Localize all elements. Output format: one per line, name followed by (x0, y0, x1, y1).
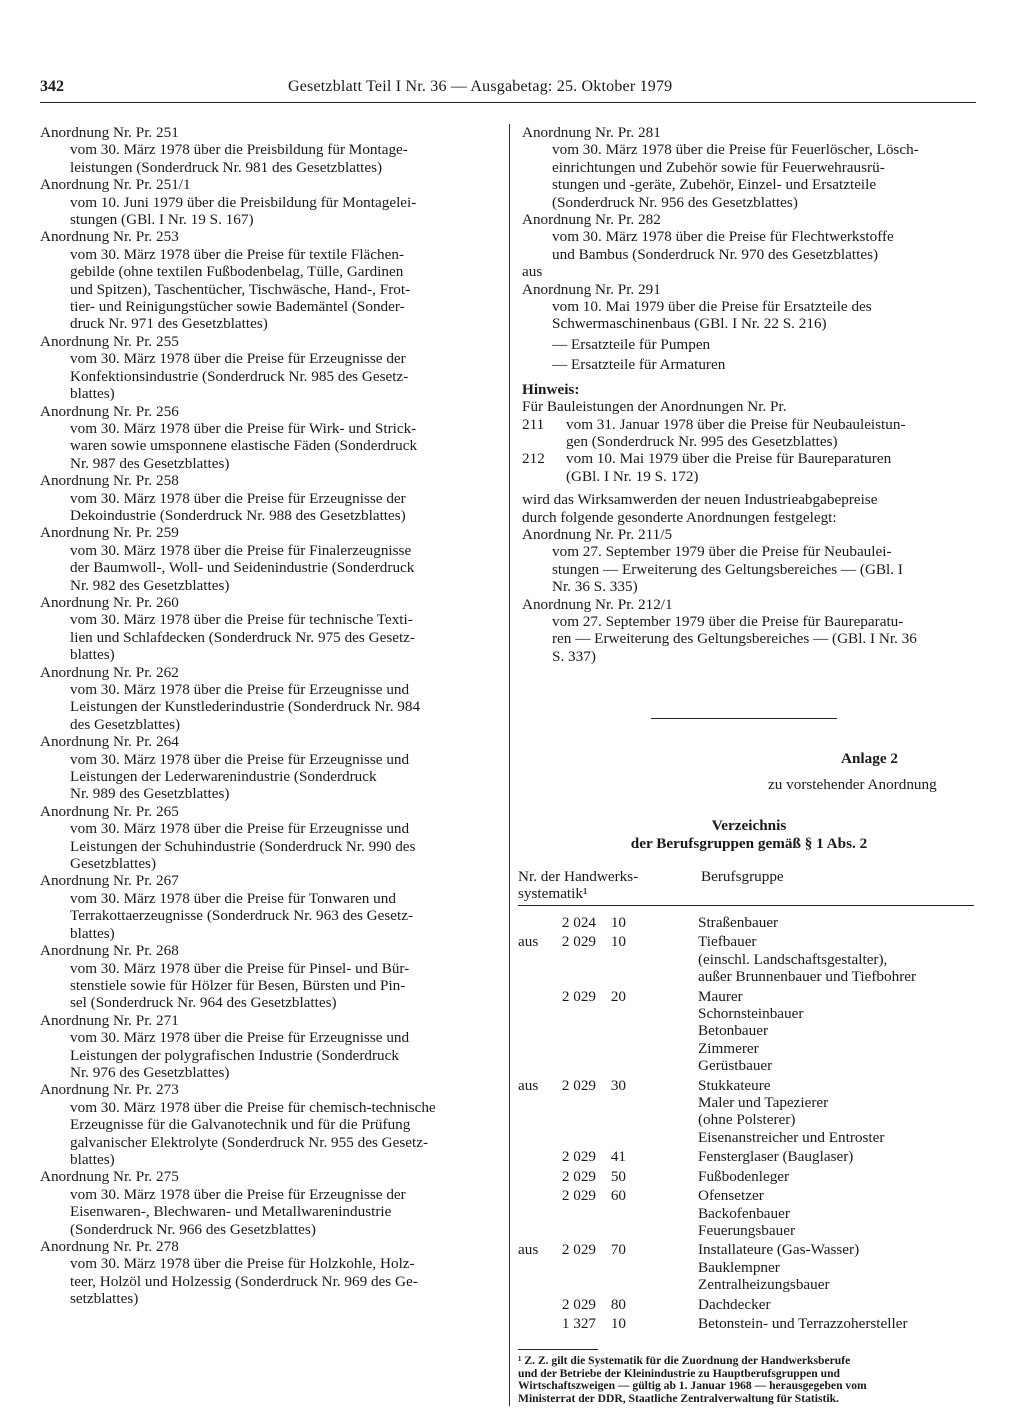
berufsgruppe: Zentralheizungsbauer (698, 1276, 830, 1294)
anlage-subtitle: zu vorstehender Anordnung (768, 776, 937, 793)
order-entry-line: Nr. 982 des Gesetzblattes) (70, 576, 230, 594)
order-entry-line: vom 30. März 1978 über die Preise für Feuerlöscher, Lösch- (552, 141, 919, 159)
row-groups (698, 1241, 976, 1293)
row-groups (698, 1148, 976, 1165)
row-code-sub: 10 (610, 1314, 626, 1332)
table-header-col1-line: Nr. der Handwerks- (518, 868, 639, 885)
order-entry-line: einrichtungen und Zubehör sowie für Feuerwehrausrü- (552, 158, 885, 176)
row-groups (698, 1187, 976, 1239)
order-entry (40, 403, 492, 473)
hinweis-order (522, 596, 976, 666)
order-entry (40, 176, 492, 228)
row-code-sub: 41 (610, 1148, 626, 1166)
row-code-main: 2 024 (561, 914, 596, 931)
berufsgruppe: Straßenbauer (698, 914, 779, 931)
table-row (518, 1296, 976, 1313)
table-row (518, 1077, 976, 1147)
order-entry-body (40, 420, 492, 472)
order-entry (40, 472, 492, 524)
order-entry-line: Dekoindustrie (Sonderdruck Nr. 988 des Gesetzblattes) (70, 506, 406, 524)
section-rule (651, 718, 837, 719)
hinweis-order-line: ren — Erweiterung des Geltungsbereiches — (GBl. I Nr. 36 (552, 630, 917, 648)
order-entry-head: Anordnung Nr. Pr. 271 (40, 1011, 179, 1029)
order-entry-body (40, 820, 492, 872)
footnote-line: ¹ Z. Z. gilt die Systematik für die Zuordnung der Handwerksberufe (518, 1354, 851, 1367)
row-groups (698, 1168, 976, 1185)
table-row (518, 1187, 976, 1239)
order-entry-body (40, 246, 492, 333)
berufsgruppe: Betonbauer (698, 1022, 769, 1040)
berufsgruppe: Schornsteinbauer (698, 1005, 804, 1023)
order-entry-body (522, 141, 976, 211)
row-code-sub: 80 (610, 1295, 626, 1313)
order-entry-line: vom 30. März 1978 über die Preise für Wirk- und Strick- (70, 419, 417, 437)
row-groups (698, 1077, 976, 1147)
order-entry-line: Leistungen der polygrafischen Industrie (Sonderdruck (70, 1046, 399, 1064)
footnote-rule (518, 1349, 598, 1350)
hinweis-ref (522, 416, 976, 451)
order-entry-line: und Bambus (Sonderdruck Nr. 970 des Gesetzblattes) (552, 245, 879, 263)
row-code-sub: 30 (610, 1076, 626, 1094)
hinweis-order-body (522, 543, 976, 595)
table-row (518, 1148, 976, 1165)
berufsgruppe: Betonstein- und Terrazzohersteller (698, 1314, 908, 1332)
table-row (518, 914, 976, 931)
aus-label: aus (522, 263, 543, 281)
order-entry-body (40, 1186, 492, 1238)
row-code-main: 2 029 (561, 1148, 596, 1166)
table-row (518, 1241, 976, 1293)
row-code-sub: 20 (610, 987, 626, 1005)
hinweis-order-line: vom 27. September 1979 über die Preise für Baureparatu- (552, 612, 904, 630)
order-entry-head: Anordnung Nr. Pr. 262 (40, 663, 179, 681)
order-entry-head: Anordnung Nr. Pr. 260 (40, 593, 179, 611)
berufsgruppe: Tiefbauer (698, 933, 757, 951)
order-entry-line: Leistungen der Lederwarenindustrie (Sonderdruck (70, 768, 377, 786)
order-entry-line: blattes) (70, 924, 115, 942)
order-entry-line: vom 30. März 1978 über die Preise für Erzeugnisse und (70, 681, 410, 698)
row-code-sub: 70 (610, 1241, 626, 1259)
order-entry-body (40, 890, 492, 942)
order-entry-body (40, 194, 492, 229)
order-entry-line: vom 30. März 1978 über die Preisbildung für Montage- (70, 141, 408, 159)
row-groups (698, 933, 976, 985)
order-entry-line: sel (Sonderdruck Nr. 964 des Gesetzblattes) (70, 994, 337, 1012)
order-entry-line: vom 30. März 1978 über die Preise für Holzkohle, Holz- (70, 1255, 415, 1273)
column-divider (509, 124, 510, 1406)
hinweis-ref-text (566, 450, 976, 485)
order-entry-line: blattes) (70, 1150, 115, 1168)
order-entry-body (40, 490, 492, 525)
hinweis-refs (522, 416, 976, 486)
hinweis-order-line: stungen — Erweiterung des Geltungsbereiches — (GBl. I (552, 560, 903, 578)
table-row (518, 1168, 976, 1185)
berufsgruppe: (einschl. Landschaftsgestalter), (698, 950, 888, 968)
order-entry (522, 124, 976, 211)
table-rule (518, 905, 974, 906)
dash-item-armaturen: — Ersatzteile für Armaturen (552, 356, 726, 374)
order-291-line: vom 10. Mai 1979 über die Preise für Ersatzteile des (552, 298, 872, 316)
order-entry-line: Nr. 976 des Gesetzblattes) (70, 1063, 230, 1081)
berufsgruppe: Bauklempner (698, 1258, 780, 1276)
order-entry-line: vom 30. März 1978 über die Preise für Erzeugnisse und (70, 1029, 410, 1047)
order-entry-head: Anordnung Nr. Pr. 282 (522, 211, 661, 229)
order-entry-body (40, 141, 492, 176)
hinweis-ref-number: 211 (522, 415, 545, 433)
order-entry-line: Erzeugnisse für die Galvanotechnik und für die Prüfung (70, 1116, 411, 1134)
row-code-sub: 10 (610, 914, 626, 931)
order-entry-line: vom 30. März 1978 über die Preise für Erzeugnisse der (70, 489, 406, 507)
hinweis-order-line: vom 27. September 1979 über die Preise für Neubaulei- (552, 543, 892, 561)
footnote-line: und der Betriebe der Kleinindustrie zu Hauptberufsgruppen und (518, 1366, 840, 1380)
order-entry-line: stenstiele sowie für Hölzer für Besen, Bürsten und Pin- (70, 976, 406, 994)
order-entry-body (522, 228, 976, 263)
order-entry (40, 524, 492, 594)
hinweis-order-line: Nr. 36 S. 335) (552, 578, 638, 596)
footnote-line: Wirtschaftszweigen — gültig ab 1. Januar 1968 — herausgegeben vom (518, 1379, 867, 1393)
order-entry-line: vom 30. März 1978 über die Preise für Erzeugnisse der (70, 1185, 406, 1203)
berufsgruppe: Gerüstbauer (698, 1057, 773, 1075)
order-entry-body (40, 960, 492, 1012)
list-title-line-1: Verzeichnis (711, 817, 787, 834)
order-entry (40, 1238, 492, 1308)
order-entry-line: Leistungen der Kunstlederindustrie (Sonderdruck Nr. 984 (70, 698, 421, 716)
order-entry-line: druck Nr. 971 des Gesetzblattes) (70, 315, 268, 333)
order-entry-line: vom 30. März 1978 über die Preise für technische Texti- (70, 611, 413, 629)
order-entry-body (40, 611, 492, 663)
right-column (522, 124, 976, 665)
order-entry-line: Leistungen der Schuhindustrie (Sonderdruck Nr. 990 des (70, 837, 416, 855)
row-aus-marker: aus (518, 1241, 539, 1259)
order-291-line: Schwermaschinenbaus (GBl. I Nr. 22 S. 216) (552, 315, 827, 333)
table-row (518, 988, 976, 1075)
order-entry-body (40, 681, 492, 733)
order-entry-head: Anordnung Nr. Pr. 278 (40, 1238, 179, 1255)
order-entry-body (40, 1255, 492, 1307)
order-entry-line: Konfektionsindustrie (Sonderdruck Nr. 985 des Gesetz- (70, 367, 409, 385)
order-entry (40, 803, 492, 873)
running-title: Gesetzblatt Teil I Nr. 36 — Ausgabetag: 25. Oktober 1979 (288, 78, 673, 95)
order-entry-body (40, 350, 492, 402)
page-header (40, 78, 976, 102)
hinweis-ref-text (566, 416, 976, 451)
order-entry-line: vom 10. Juni 1979 über die Preisbildung für Montagelei- (70, 193, 417, 211)
row-code-main: 2 029 (561, 1076, 596, 1094)
order-entry (40, 1168, 492, 1238)
order-entry-line: blattes) (70, 385, 115, 403)
order-entry-body (40, 542, 492, 594)
order-entry (40, 1081, 492, 1168)
order-entry (40, 1012, 492, 1082)
berufsgruppe: (ohne Polsterer) (698, 1111, 796, 1129)
order-entry-line: Gesetzblattes) (70, 855, 157, 873)
order-entry (522, 211, 976, 263)
berufsgruppen-table (518, 914, 976, 1334)
order-entry-head: Anordnung Nr. Pr. 251 (40, 124, 179, 141)
row-code-sub: 50 (610, 1167, 626, 1185)
order-entry (40, 872, 492, 942)
order-entry-head: Anordnung Nr. Pr. 259 (40, 524, 179, 542)
hinweis-order (522, 526, 976, 596)
order-entry-line: gebilde (ohne textilen Fußbodenbelag, Tülle, Gardinen (70, 263, 404, 281)
order-entry-line: tier- und Reinigungstücher sowie Bademäntel (Sonder- (70, 298, 405, 316)
hinweis-order-head: Anordnung Nr. Pr. 212/1 (522, 595, 673, 613)
right-entries (522, 124, 976, 263)
berufsgruppe: Feuerungsbauer (698, 1221, 795, 1239)
hinweis-conclusion (522, 491, 976, 526)
hinweis-ref-number: 212 (522, 450, 545, 468)
row-groups (698, 1315, 976, 1332)
table-header-col2: Berufsgruppe (701, 868, 784, 885)
order-291-body (522, 298, 976, 333)
hinweis-conclusion-line: durch folgende gesonderte Anordnungen festgelegt: (522, 508, 837, 526)
order-entry-head: Anordnung Nr. Pr. 251/1 (40, 176, 191, 194)
berufsgruppe: außer Brunnenbauer und Tiefbohrer (698, 968, 917, 986)
row-groups (698, 988, 976, 1075)
order-entry-line: des Gesetzblattes) (70, 715, 181, 733)
order-entry-line: Nr. 989 des Gesetzblattes) (70, 785, 230, 803)
order-entry (40, 594, 492, 664)
order-entry-line: blattes) (70, 646, 115, 664)
order-entry-head: Anordnung Nr. Pr. 253 (40, 228, 179, 246)
order-entry-line: leistungen (Sonderdruck Nr. 981 des Gesetzblattes) (70, 158, 383, 176)
order-entry (40, 733, 492, 803)
page-number: 342 (40, 78, 64, 95)
order-entry-head: Anordnung Nr. Pr. 265 (40, 802, 179, 820)
header-rule (40, 102, 976, 103)
table-row (518, 1315, 976, 1332)
order-entry-line: vom 30. März 1978 über die Preise für Erzeugnisse und (70, 750, 410, 768)
row-aus-marker: aus (518, 1076, 539, 1094)
row-groups (698, 914, 976, 931)
row-groups (698, 1296, 976, 1313)
order-entry-line: (Sonderdruck Nr. 956 des Gesetzblattes) (552, 193, 798, 211)
order-entry-line: vom 30. März 1978 über die Preise für chemisch-technische (70, 1098, 436, 1116)
order-entry-line: vom 30. März 1978 über die Preise für Pinsel- und Bür- (70, 959, 410, 977)
row-code-main: 2 029 (561, 987, 596, 1005)
order-entry-line: (Sonderdruck Nr. 966 des Gesetzblattes) (70, 1220, 316, 1238)
hinweis-order-body (522, 613, 976, 665)
berufsgruppe: Zimmerer (698, 1039, 759, 1057)
dash-item-pumpen: — Ersatzteile für Pumpen (552, 335, 711, 353)
berufsgruppe: Ofensetzer (698, 1187, 764, 1205)
footnote-line: Ministerrat der DDR, Staatliche Zentralverwaltung für Statistik. (518, 1391, 839, 1405)
order-entry-line: Terrakottaerzeugnisse (Sonderdruck Nr. 963 des Gesetz- (70, 907, 414, 925)
berufsgruppe: Fußbodenleger (698, 1167, 790, 1185)
order-entry-body (40, 1099, 492, 1169)
row-code-main: 2 029 (561, 1187, 596, 1205)
order-entry-head: Anordnung Nr. Pr. 258 (40, 472, 179, 490)
order-entry-line: stungen (GBl. I Nr. 19 S. 167) (70, 211, 254, 229)
berufsgruppe: Stukkateure (698, 1076, 771, 1094)
order-291 (522, 281, 976, 333)
berufsgruppe: Installateure (Gas-Wasser) (698, 1241, 860, 1259)
order-entry-line: teer, Holzöl und Holzessig (Sonderdruck Nr. 969 des Ge- (70, 1272, 418, 1290)
order-entry-line: galvanischer Elektrolyte (Sonderdruck Nr. 955 des Gesetz- (70, 1133, 429, 1151)
table-header-col1-line: systematik¹ (518, 885, 588, 903)
hinweis-order-head: Anordnung Nr. Pr. 211/5 (522, 525, 673, 543)
order-entry-line: Eisenwaren-, Blechwaren- und Metallwarenindustrie (70, 1203, 392, 1221)
left-column (40, 124, 492, 1308)
hinweis-conclusion-line: wird das Wirksamwerden der neuen Industrieabgabepreise (522, 491, 878, 509)
hinweis-title: Hinweis: (522, 380, 580, 398)
row-code-sub: 60 (610, 1187, 626, 1205)
order-entry-body (40, 1029, 492, 1081)
row-code-main: 2 029 (561, 1167, 596, 1185)
order-entry-head: Anordnung Nr. Pr. 275 (40, 1168, 179, 1186)
order-entry (40, 124, 492, 176)
order-entry-head: Anordnung Nr. Pr. 264 (40, 733, 179, 751)
hinweis-ref-line: vom 10. Mai 1979 über die Preise für Baureparaturen (566, 450, 892, 468)
order-entry-line: lien und Schlafdecken (Sonderdruck Nr. 975 des Gesetz- (70, 628, 415, 646)
order-entry (40, 333, 492, 403)
order-entry-head: Anordnung Nr. Pr. 255 (40, 332, 179, 350)
order-entry-body (40, 751, 492, 803)
order-entry-head: Anordnung Nr. Pr. 256 (40, 402, 179, 420)
hinweis-order-line: S. 337) (552, 647, 596, 665)
order-entry-line: und Spitzen), Taschentücher, Tischwäsche, Hand-, Frot- (70, 280, 411, 298)
berufsgruppe: Maurer (698, 987, 743, 1005)
hinweis-ref (522, 450, 976, 485)
berufsgruppe: Fensterglaser (Bauglaser) (698, 1148, 854, 1166)
table-header-col1 (518, 868, 688, 903)
order-entry (40, 664, 492, 734)
row-code-main: 1 327 (561, 1314, 596, 1332)
hinweis-orders (522, 526, 976, 665)
order-entry-line: vom 30. März 1978 über die Preise für Erzeugnisse der (70, 350, 406, 368)
list-title-line-2: der Berufsgruppen gemäß § 1 Abs. 2 (630, 835, 868, 852)
order-entry-line: vom 30. März 1978 über die Preise für Finalerzeugnisse (70, 541, 412, 559)
row-aus-marker: aus (518, 933, 539, 951)
order-entry-head: Anordnung Nr. Pr. 281 (522, 124, 661, 141)
row-code-main: 2 029 (561, 1241, 596, 1259)
anlage-title: Anlage 2 (841, 750, 898, 767)
order-entry-line: vom 30. März 1978 über die Preise für Tonwaren und (70, 889, 396, 907)
hinweis-ref-line: gen (Sonderdruck Nr. 995 des Gesetzblattes) (566, 432, 838, 450)
row-code-main: 2 029 (561, 1295, 596, 1313)
order-entry-line: vom 30. März 1978 über die Preise für textile Flächen- (70, 245, 405, 263)
hinweis-ref-line: (GBl. I Nr. 19 S. 172) (566, 467, 699, 485)
berufsgruppe: Eisenanstreicher und Entroster (698, 1128, 885, 1146)
berufsgruppe: Maler und Tapezierer (698, 1094, 829, 1112)
berufsgruppe: Dachdecker (698, 1295, 771, 1313)
order-entry-line: Nr. 987 des Gesetzblattes) (70, 454, 230, 472)
hinweis-intro: Für Bauleistungen der Anordnungen Nr. Pr. (522, 398, 787, 416)
order-entry-line: waren sowie umsponnene elastische Fäden (Sonderdruck (70, 437, 418, 455)
order-entry-head: Anordnung Nr. Pr. 267 (40, 872, 179, 890)
order-entry-line: setzblattes) (70, 1290, 139, 1308)
order-entry (40, 228, 492, 332)
berufsgruppe: Backofenbauer (698, 1204, 790, 1222)
row-code-main: 2 029 (561, 933, 596, 951)
row-code-sub: 10 (610, 933, 626, 951)
order-entry-line: stungen und -geräte, Zubehör, Einzel- und Ersatzteile (552, 176, 877, 194)
order-entry-head: Anordnung Nr. Pr. 273 (40, 1081, 179, 1099)
order-entry-line: der Baumwoll-, Woll- und Seidenindustrie (Sonderdruck (70, 559, 415, 577)
hinweis-ref-line: vom 31. Januar 1978 über die Preise für Neubauleistun- (566, 415, 906, 433)
footnote (518, 1355, 974, 1405)
order-entry (40, 942, 492, 1012)
order-entry-line: vom 30. März 1978 über die Preise für Flechtwerkstoffe (552, 228, 894, 246)
order-291-head: Anordnung Nr. Pr. 291 (522, 280, 661, 298)
order-entry-head: Anordnung Nr. Pr. 268 (40, 942, 179, 960)
order-entry-line: vom 30. März 1978 über die Preise für Erzeugnisse und (70, 820, 410, 838)
table-row (518, 933, 976, 985)
